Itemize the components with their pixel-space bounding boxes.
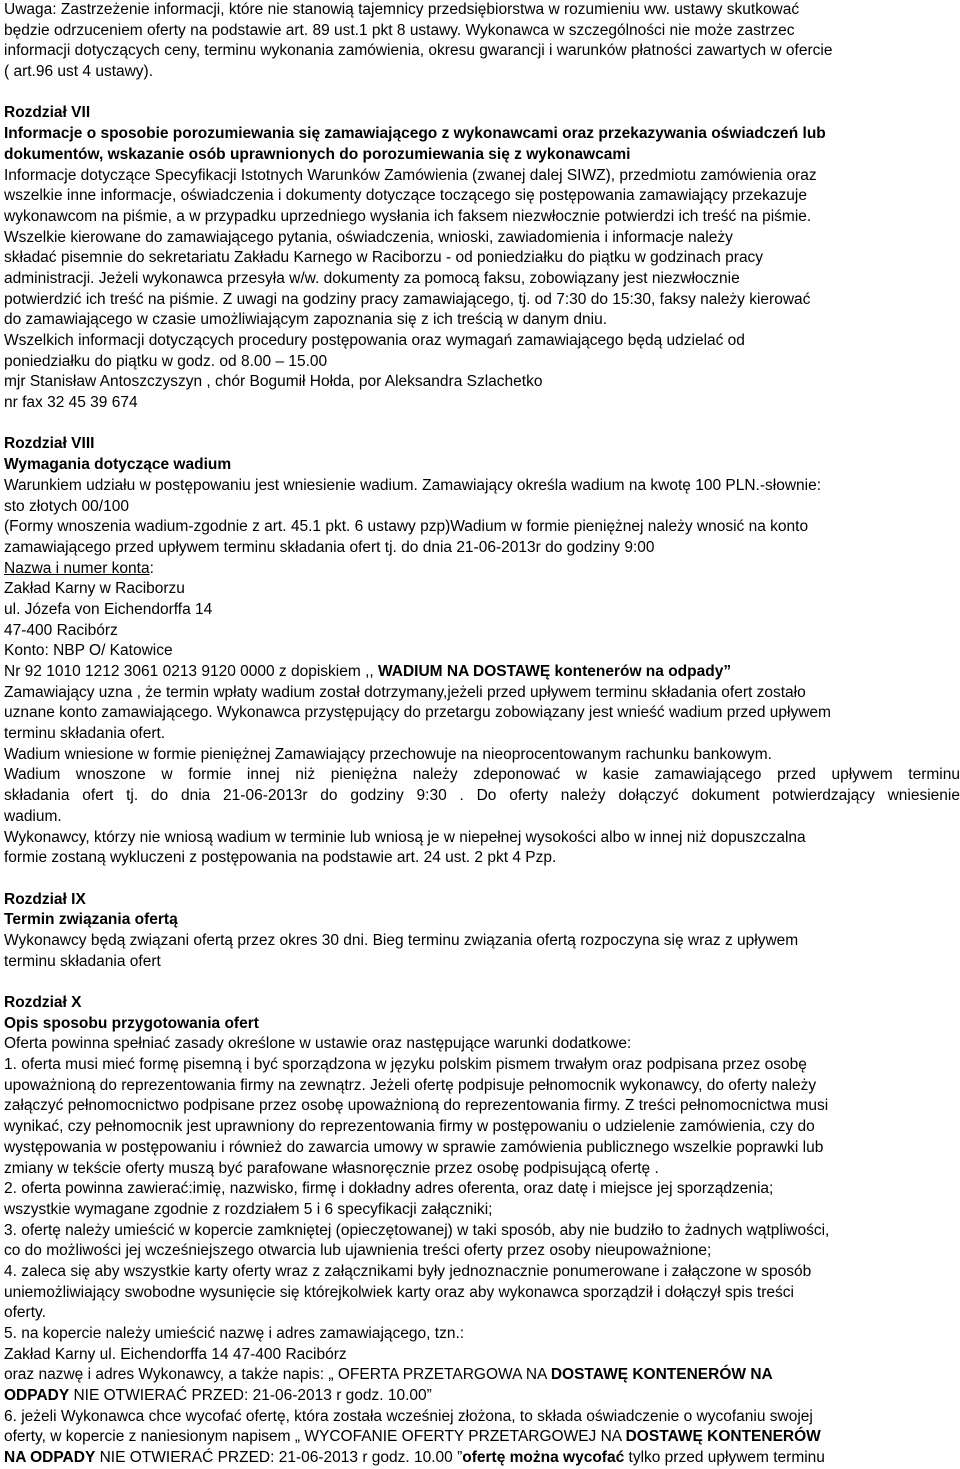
section-rozdzial-x bbox=[4, 993, 960, 1469]
text-line bbox=[4, 517, 960, 538]
text-line bbox=[4, 145, 960, 166]
text-run: Termin związania ofertą bbox=[4, 911, 178, 929]
text-run: ODPADY bbox=[4, 1387, 70, 1405]
text-line bbox=[4, 1200, 960, 1221]
text-line bbox=[4, 1055, 960, 1076]
spacer bbox=[4, 414, 960, 435]
text-line bbox=[4, 21, 960, 42]
text-run: oferty, w kopercie z naniesionym napisem „ WYCOFANIE OFERTY PRZETARGOWEJ NA bbox=[4, 1428, 626, 1446]
text-run: wadium. bbox=[4, 807, 62, 825]
text-line bbox=[4, 952, 960, 973]
text-line bbox=[4, 1241, 960, 1262]
text-run: będzie odrzuceniem oferty na podstawie art. 89 ust.1 pkt 8 ustawy. Wykonawca w szczególności nie może zastrzec bbox=[4, 21, 795, 39]
text-line bbox=[4, 1159, 960, 1180]
text-line bbox=[4, 497, 960, 518]
text-line bbox=[4, 124, 960, 145]
text-line bbox=[4, 1345, 960, 1366]
text-run: mjr Stanisław Antoszczyszyn , chór Bogumił Hołda, por Aleksandra Szlachetko bbox=[4, 373, 543, 391]
text-line bbox=[4, 103, 960, 124]
text-line bbox=[4, 683, 960, 704]
text-line bbox=[4, 41, 960, 62]
text-line bbox=[4, 890, 960, 911]
text-run: sto złotych 00/100 bbox=[4, 497, 129, 515]
text-run: formie zostaną wykluczeni z postępowania na podstawie art. 24 ust. 2 pkt 4 Pzp. bbox=[4, 849, 557, 867]
text-line bbox=[4, 1386, 960, 1407]
text-line bbox=[4, 476, 960, 497]
text-run: Rozdział X bbox=[4, 994, 82, 1011]
text-run: tylko przed upływem terminu bbox=[624, 1449, 825, 1467]
text-run: Zakład Karny ul. Eichendorffa 14 47-400 Racibórz bbox=[4, 1345, 347, 1363]
text-line bbox=[4, 228, 960, 249]
text-run: administracji. Jeżeli wykonawca przesyła w/w. dokumenty za pomocą faksu, zobowiązany jest niezwłocznie bbox=[4, 269, 740, 287]
text-run: Rozdział VIII bbox=[4, 435, 95, 453]
text-run: Zakład Karny w Raciborzu bbox=[4, 580, 185, 598]
text-line bbox=[4, 1138, 960, 1159]
text-run: DOSTAWĘ KONTENERÓW NA bbox=[550, 1366, 773, 1384]
text-line bbox=[4, 662, 960, 683]
text-line bbox=[4, 1262, 960, 1283]
text-run: WADIUM NA DOSTAWĘ kontenerów na odpady” bbox=[378, 663, 732, 680]
text-run: 1. oferta musi mieć formę pisemną i być sporządzona w języku polskim pismem trwałym oraz podpisana przez osobę bbox=[4, 1056, 807, 1074]
text-line bbox=[4, 931, 960, 952]
text-line bbox=[4, 269, 960, 290]
text-line bbox=[4, 352, 960, 373]
text-line bbox=[4, 828, 960, 849]
text-line bbox=[4, 207, 960, 228]
text-line bbox=[4, 910, 960, 931]
text-line bbox=[4, 641, 960, 662]
text-line bbox=[4, 434, 960, 455]
text-line bbox=[4, 848, 960, 869]
text-run: Rozdział IX bbox=[4, 890, 86, 908]
text-run: składania ofert tj. do dnia 21-06-2013r do godziny 9:30 . Do oferty należy dołączyć dokument potwierdzający wniesienie bbox=[4, 787, 960, 805]
text-run: Oferta powinna spełniać zasady określone w ustawie oraz następujące warunki dodatkowe: bbox=[4, 1035, 632, 1053]
text-line bbox=[4, 1014, 960, 1035]
text-run: nr fax 32 45 39 674 bbox=[4, 394, 138, 412]
text-line bbox=[4, 765, 960, 786]
text-run: wynikać, czy pełnomocnik jest uprawniony do reprezentowania firmy w postępowaniu o udzielenie zamówienia, czy do bbox=[4, 1118, 815, 1136]
text-run: Informacje o sposobie porozumiewania się zamawiającego z wykonawcami oraz przekazywania oświadczeń lub bbox=[4, 125, 826, 143]
text-run: Wykonawcy będą związani ofertą przez okres 30 dni. Bieg terminu związania ofertą rozpoczyna się wraz z upływem bbox=[4, 931, 799, 949]
spacer bbox=[4, 972, 960, 993]
text-run: oferty. bbox=[4, 1304, 46, 1322]
text-line bbox=[4, 1448, 960, 1469]
text-run: NIE OTWIERAĆ PRZED: 21-06-2013 r godz. 10.00 ” bbox=[95, 1449, 463, 1467]
intro-note bbox=[4, 0, 960, 83]
text-run: ofertę można wycofać bbox=[462, 1449, 625, 1467]
text-run: terminu składania ofert. bbox=[4, 725, 166, 743]
text-run: (Formy wnoszenia wadium-zgodnie z art. 45.1 pkt. 6 ustawy pzp)Wadium w formie pieniężnej należy wnosić na konto bbox=[4, 518, 809, 536]
text-run: Nr 92 1010 1212 3061 0213 9120 0000 z dopiskiem ,, bbox=[4, 663, 378, 680]
text-run: terminu składania ofert bbox=[4, 952, 161, 970]
text-line bbox=[4, 1096, 960, 1117]
text-line bbox=[4, 1179, 960, 1200]
text-run: Wszelkie kierowane do zamawiającego pytania, oświadczenia, wnioski, zawiadomienia i informacje należy bbox=[4, 228, 733, 246]
text-run: Nazwa i numer konta bbox=[4, 559, 150, 577]
text-run: Warunkiem udziału w postępowaniu jest wniesienie wadium. Zamawiający określa wadium na kwotę 100 PLN.-słownie: bbox=[4, 476, 821, 494]
section-rozdzial-ix bbox=[4, 890, 960, 973]
text-line bbox=[4, 993, 960, 1014]
text-line bbox=[4, 248, 960, 269]
text-line bbox=[4, 1221, 960, 1242]
text-run: : bbox=[149, 559, 154, 577]
text-line bbox=[4, 538, 960, 559]
text-run: Opis sposobu przygotowania ofert bbox=[4, 1014, 259, 1032]
text-line bbox=[4, 807, 960, 828]
text-run: informacji dotyczących ceny, terminu wykonania zamówienia, okresu gwarancji i warunków płatności zawartych w ofercie bbox=[4, 42, 833, 60]
text-line bbox=[4, 559, 960, 580]
text-run: Konto: NBP O/ Katowice bbox=[4, 642, 173, 660]
text-line bbox=[4, 1117, 960, 1138]
text-run: poniedziałku do piątku w godz. od 8.00 – 15.00 bbox=[4, 352, 328, 370]
text-run: DOSTAWĘ KONTENERÓW bbox=[625, 1428, 821, 1446]
text-line bbox=[4, 703, 960, 724]
text-run: upoważnioną do reprezentowania firmy na zewnątrz. Jeżeli ofertę podpisuje pełnomocnik wykonawcy, do oferty należy bbox=[4, 1076, 817, 1094]
text-run: zamawiającego przed upływem terminu składania ofert tj. do dnia 21-06-2013r do godziny 9:00 bbox=[4, 538, 655, 556]
text-run: Rozdział VII bbox=[4, 104, 91, 122]
text-line bbox=[4, 331, 960, 352]
text-run: 5. na kopercie należy umieścić nazwę i adres zamawiającego, tzn.: bbox=[4, 1325, 465, 1342]
text-line bbox=[4, 1407, 960, 1428]
text-line bbox=[4, 579, 960, 600]
text-line bbox=[4, 1283, 960, 1304]
text-line bbox=[4, 745, 960, 766]
text-run: Wszelkich informacji dotyczących procedury postępowania oraz wymagań zamawiającego będą udzielać od bbox=[4, 332, 745, 349]
text-run: składać pisemnie do sekretariatu Zakładu Karnego w Raciborzu - od poniedziałku do piątku w godzinach pracy bbox=[4, 249, 764, 267]
text-run: oraz nazwę i adres Wykonawcy, a także napis: „ OFERTA PRZETARGOWA NA bbox=[4, 1366, 551, 1384]
section-rozdzial-viii bbox=[4, 434, 960, 868]
text-line bbox=[4, 310, 960, 331]
text-run: 6. jeżeli Wykonawca chce wycofać ofertę, która została wcześniej złożona, to składa oświadczenie o wycofaniu swojej bbox=[4, 1407, 813, 1425]
text-run: NA ODPADY bbox=[4, 1449, 96, 1467]
text-line bbox=[4, 372, 960, 393]
text-run: potwierdzić ich treść na piśmie. Z uwagi na godziny pracy zamawiającego, tj. od 7:30 do 15:30, faksy należy kierować bbox=[4, 290, 811, 308]
text-run: dokumentów, wskazanie osób uprawnionych do porozumiewania się z wykonawcami bbox=[4, 145, 631, 163]
text-line bbox=[4, 1034, 960, 1055]
text-run: Wadium wniesione w formie pieniężnej Zamawiający przechowuje na nieoprocentowanym rachunku bankowym. bbox=[4, 745, 772, 763]
text-run: wszystkie wymagane zgodnie z rozdziałem 5 i 6 specyfikacji załączniki; bbox=[4, 1200, 493, 1218]
text-run: Wykonawcy, którzy nie wniosą wadium w terminie lub wniosą je w niepełnej wysokości albo w innej niż dopuszczalna bbox=[4, 828, 806, 846]
text-line bbox=[4, 62, 960, 83]
text-run: zmiany w tekście oferty muszą być parafowane własnoręcznie przez osobę podpisującą ofertę . bbox=[4, 1159, 659, 1177]
spacer bbox=[4, 869, 960, 890]
text-run: co do możliwości jej wcześniejszego otwarcia lub ujawnienia treści oferty przez osoby nieupoważnione; bbox=[4, 1242, 712, 1260]
text-line bbox=[4, 166, 960, 187]
text-run: Wadium wnoszone w formie innej niż pieniężna należy zdeponować w kasie zamawiającego przed upływem terminu bbox=[4, 766, 960, 784]
section-rozdzial-vii bbox=[4, 103, 960, 413]
text-line bbox=[4, 621, 960, 642]
text-line bbox=[4, 600, 960, 621]
text-line bbox=[4, 1324, 960, 1345]
text-run: występowania w postępowaniu i również do zawarcia umowy w sprawie zamówienia publicznego wszelkie poprawki lub bbox=[4, 1138, 824, 1156]
text-line bbox=[4, 0, 960, 21]
text-run: Informacje dotyczące Specyfikacji Istotnych Warunków Zamówienia (zwanej dalej SIWZ), przedmiotu zamówienia oraz bbox=[4, 166, 817, 184]
text-line bbox=[4, 724, 960, 745]
text-run: do zamawiającego w czasie umożliwiającym zapoznania się z ich treścią w danym dniu. bbox=[4, 311, 608, 329]
text-line bbox=[4, 455, 960, 476]
text-run: 3. ofertę należy umieścić w kopercie zamkniętej (opieczętowanej) w taki sposób, aby nie budziło to żadnych wątpliwości, bbox=[4, 1221, 830, 1239]
text-run: Uwaga: Zastrzeżenie informacji, które nie stanowią tajemnicy przedsiębiorstwa w rozumieniu ww. ustawy skutkować bbox=[4, 1, 800, 18]
spacer bbox=[4, 83, 960, 104]
text-run: 2. oferta powinna zawierać:imię, nazwisko, firmę i dokładny adres oferenta, oraz datę i miejsce jej sporządzenia; bbox=[4, 1180, 774, 1198]
text-run: Wymagania dotyczące wadium bbox=[4, 456, 232, 474]
text-run: 4. zaleca się aby wszystkie karty oferty wraz z załącznikami były jednoznacznie ponumerowane i załączone w sposób bbox=[4, 1262, 812, 1280]
text-run: NIE OTWIERAĆ PRZED: 21-06-2013 r godz. 10.00” bbox=[69, 1387, 432, 1405]
text-line bbox=[4, 786, 960, 807]
text-run: uznane konto zamawiającego. Wykonawca przystępujący do przetargu zobowiązany jest wnieść wadium przed upływem bbox=[4, 704, 831, 722]
text-run: Zamawiający uzna , że termin wpłaty wadium został dotrzymany,jeżeli przed upływem terminu składania ofert zostało bbox=[4, 683, 806, 701]
text-line bbox=[4, 393, 960, 414]
text-run: ( art.96 ust 4 ustawy). bbox=[4, 63, 154, 81]
text-run: 47-400 Racibórz bbox=[4, 621, 118, 639]
text-line bbox=[4, 290, 960, 311]
text-line bbox=[4, 1076, 960, 1097]
text-run: wszelkie inne informacje, oświadczenia i dokumenty dotyczące toczącego się postępowania zamawiający przekazuje bbox=[4, 187, 807, 205]
text-line bbox=[4, 1303, 960, 1324]
text-line bbox=[4, 1427, 960, 1448]
text-run: ul. Józefa von Eichendorffa 14 bbox=[4, 600, 213, 618]
text-line bbox=[4, 1365, 960, 1386]
text-line bbox=[4, 186, 960, 207]
text-run: wykonawcom na piśmie, a w przypadku uprzedniego wysłania ich faksem niezwłocznie potwierdzi ich treść na piśmie. bbox=[4, 207, 812, 225]
text-run: uniemożliwiający swobodne wysunięcie się którejkolwiek karty oraz aby wykonawca sporządził i dołączył spis treści bbox=[4, 1283, 794, 1301]
text-run: załączyć pełnomocnictwo podpisane przez osobę upoważnioną do reprezentowania firmy. Z treści pełnomocnictwa musi bbox=[4, 1097, 829, 1115]
